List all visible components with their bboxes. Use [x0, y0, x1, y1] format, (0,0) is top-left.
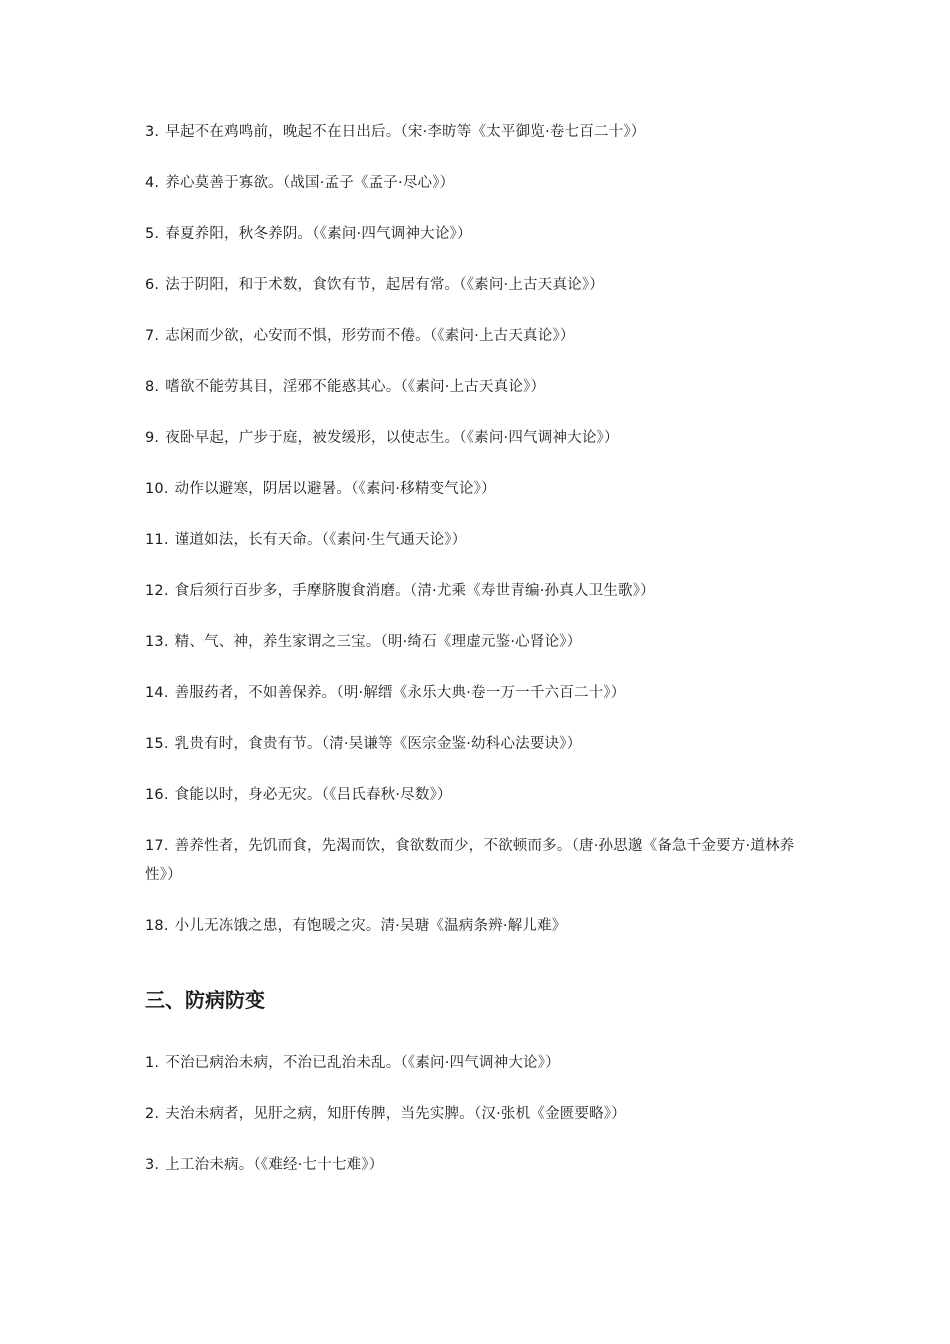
- list-item: [145, 832, 815, 890]
- item-number: 8.: [145, 379, 160, 395]
- item-text: 小儿无冻饿之患，有饱暖之灾。清·吴瑭《温病条辨·解儿难》: [174, 918, 567, 934]
- list-item: [145, 679, 815, 708]
- item-number: 7.: [145, 328, 160, 344]
- section-title: 三、防病防变: [145, 988, 265, 1012]
- list-item: [145, 1151, 815, 1180]
- item-number: 2.: [145, 1106, 160, 1122]
- item-number: 9.: [145, 430, 160, 446]
- item-text: 动作以避寒，阴居以避暑。（《素问·移精变气论》）: [174, 481, 496, 497]
- item-text: 谨道如法，长有天命。（《素问·生气通天论》）: [174, 532, 467, 548]
- list-item: [145, 781, 815, 810]
- list-item: [145, 220, 815, 249]
- list-item: [145, 1100, 815, 1129]
- item-text: 养心莫善于寡欲。（战国·孟子《孟子·尽心》）: [165, 175, 455, 191]
- item-text: 乳贵有时，食贵有节。（清·吴谦等《医宗金鉴·幼科心法要诀》）: [174, 736, 582, 752]
- item-number: 17.: [145, 838, 169, 854]
- item-number: 14.: [145, 685, 169, 701]
- item-text: 善养性者，先饥而食，先渴而饮，食欲数而少，不欲顿而多。（唐·孙思邈《备急千金要方·道林养性》）: [145, 838, 795, 883]
- item-text: 上工治未病。（《难经·七十七难》）: [165, 1157, 384, 1173]
- quote-list-prevention: [145, 1049, 815, 1180]
- item-text: 法于阴阳，和于术数，食饮有节，起居有常。（《素问·上古天真论》）: [165, 277, 605, 293]
- item-number: 13.: [145, 634, 169, 650]
- item-text: 不治已病治未病，不治已乱治未乱。（《素问·四气调神大论》）: [165, 1055, 560, 1071]
- list-item: [145, 322, 815, 351]
- item-text: 食后须行百步多，手摩脐腹食消磨。（清·尤乘《寿世青编·孙真人卫生歌》）: [174, 583, 655, 599]
- item-number: 12.: [145, 583, 169, 599]
- item-text: 早起不在鸡鸣前，晚起不在日出后。（宋·李昉等《太平御览·卷七百二十》）: [165, 124, 646, 140]
- item-number: 3.: [145, 124, 160, 140]
- list-item: [145, 118, 815, 147]
- document-page: [145, 118, 815, 1202]
- list-item: [145, 169, 815, 198]
- item-text: 夜卧早起，广步于庭，被发缓形，以使志生。（《素问·四气调神大论》）: [165, 430, 619, 446]
- item-number: 11.: [145, 532, 169, 548]
- list-item: [145, 424, 815, 453]
- item-number: 15.: [145, 736, 169, 752]
- item-text: 善服药者，不如善保养。（明·解缙《永乐大典·卷一万一千六百二十》）: [174, 685, 626, 701]
- item-number: 18.: [145, 918, 169, 934]
- list-item: [145, 271, 815, 300]
- list-item: [145, 475, 815, 504]
- list-item: [145, 373, 815, 402]
- item-text: 春夏养阳，秋冬养阴。（《素问·四气调神大论》）: [165, 226, 472, 242]
- list-item: [145, 577, 815, 606]
- list-item: [145, 1049, 815, 1078]
- list-item: [145, 912, 815, 941]
- item-text: 志闲而少欲，心安而不惧，形劳而不倦。（《素问·上古天真论》）: [165, 328, 575, 344]
- item-text: 嗜欲不能劳其目，淫邪不能惑其心。（《素问·上古天真论》）: [165, 379, 546, 395]
- item-number: 10.: [145, 481, 169, 497]
- item-text: 夫治未病者，见肝之病，知肝传脾，当先实脾。（汉·张机《金匮要略》）: [165, 1106, 626, 1122]
- item-number: 6.: [145, 277, 160, 293]
- item-number: 1.: [145, 1055, 160, 1071]
- list-item: [145, 628, 815, 657]
- list-item: [145, 526, 815, 555]
- item-text: 食能以时，身必无灾。（《吕氏春秋·尽数》）: [174, 787, 452, 803]
- item-text: 精、气、神，养生家谓之三宝。（明·绮石《理虚元鉴·心肾论》）: [174, 634, 582, 650]
- quote-list-health: [145, 118, 815, 941]
- item-number: 3.: [145, 1157, 160, 1173]
- item-number: 16.: [145, 787, 169, 803]
- item-number: 4.: [145, 175, 160, 191]
- item-number: 5.: [145, 226, 160, 242]
- list-item: [145, 730, 815, 759]
